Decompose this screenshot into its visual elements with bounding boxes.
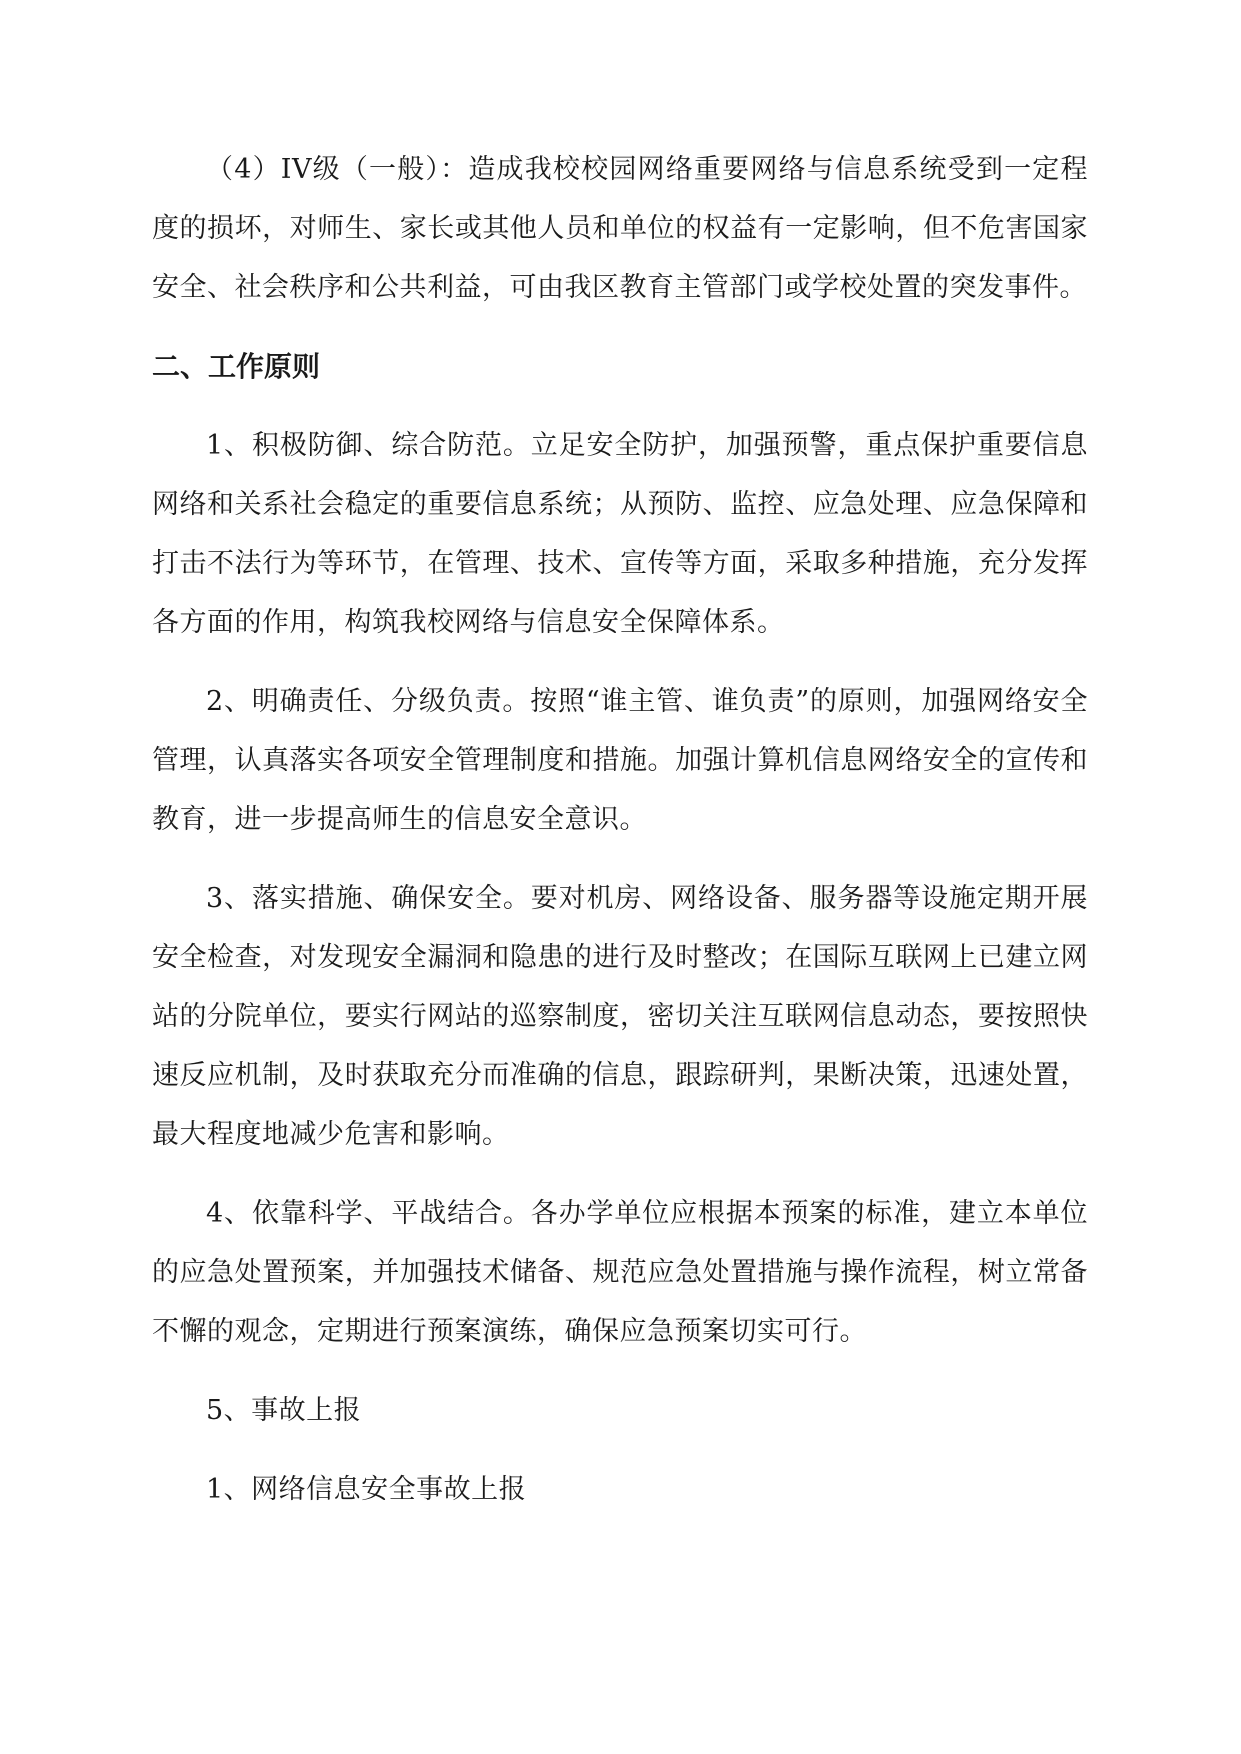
section-heading-principles: 二、工作原则 xyxy=(152,350,321,383)
subheading-incident-report: 5、事故上报 xyxy=(206,1395,362,1426)
document-page xyxy=(152,140,1088,1539)
paragraph-principle-3: 3、落实措施、确保安全。要对机房、网络设备、服务器等设施定期开展安全检查，对发现安全漏洞和隐患的进行及时整改；在国际互联网上已建立网站的分院单位，要实行网站的巡察制度，密切关注互联网信息动态，要按照快速反应机制，及时获取充分而准确的信息，跟踪研判，果断决策，迅速处置，最大程度地减少危害和影响。 xyxy=(152,883,1088,1150)
paragraph-principle-1: 1、积极防御、综合防范。立足安全防护，加强预警，重点保护重要信息网络和关系社会稳定的重要信息系统；从预防、监控、应急处理、应急保障和打击不法行为等环节，在管理、技术、宣传等方面，采取多种措施，充分发挥各方面的作用，构筑我校网络与信息安全保障体系。 xyxy=(152,430,1088,638)
paragraph-level-4: （4）IV级（一般）：造成我校校园网络重要网络与信息系统受到一定程度的损坏，对师生、家长或其他人员和单位的权益有一定影响，但不危害国家安全、社会秩序和公共利益，可由我区教育主管部门或学校处置的突发事件。 xyxy=(152,154,1088,303)
paragraph-principle-2: 2、明确责任、分级负责。按照“谁主管、谁负责”的原则，加强网络安全管理，认真落实各项安全管理制度和措施。加强计算机信息网络安全的宣传和教育，进一步提高师生的信息安全意识。 xyxy=(152,686,1088,835)
paragraph-principle-4: 4、依靠科学、平战结合。各办学单位应根据本预案的标准，建立本单位的应急处置预案，并加强技术储备、规范应急处置措施与操作流程，树立常备不懈的观念，定期进行预案演练，确保应急预案切实可行。 xyxy=(152,1198,1088,1347)
subheading-network-incident-report: 1、网络信息安全事故上报 xyxy=(206,1474,527,1505)
